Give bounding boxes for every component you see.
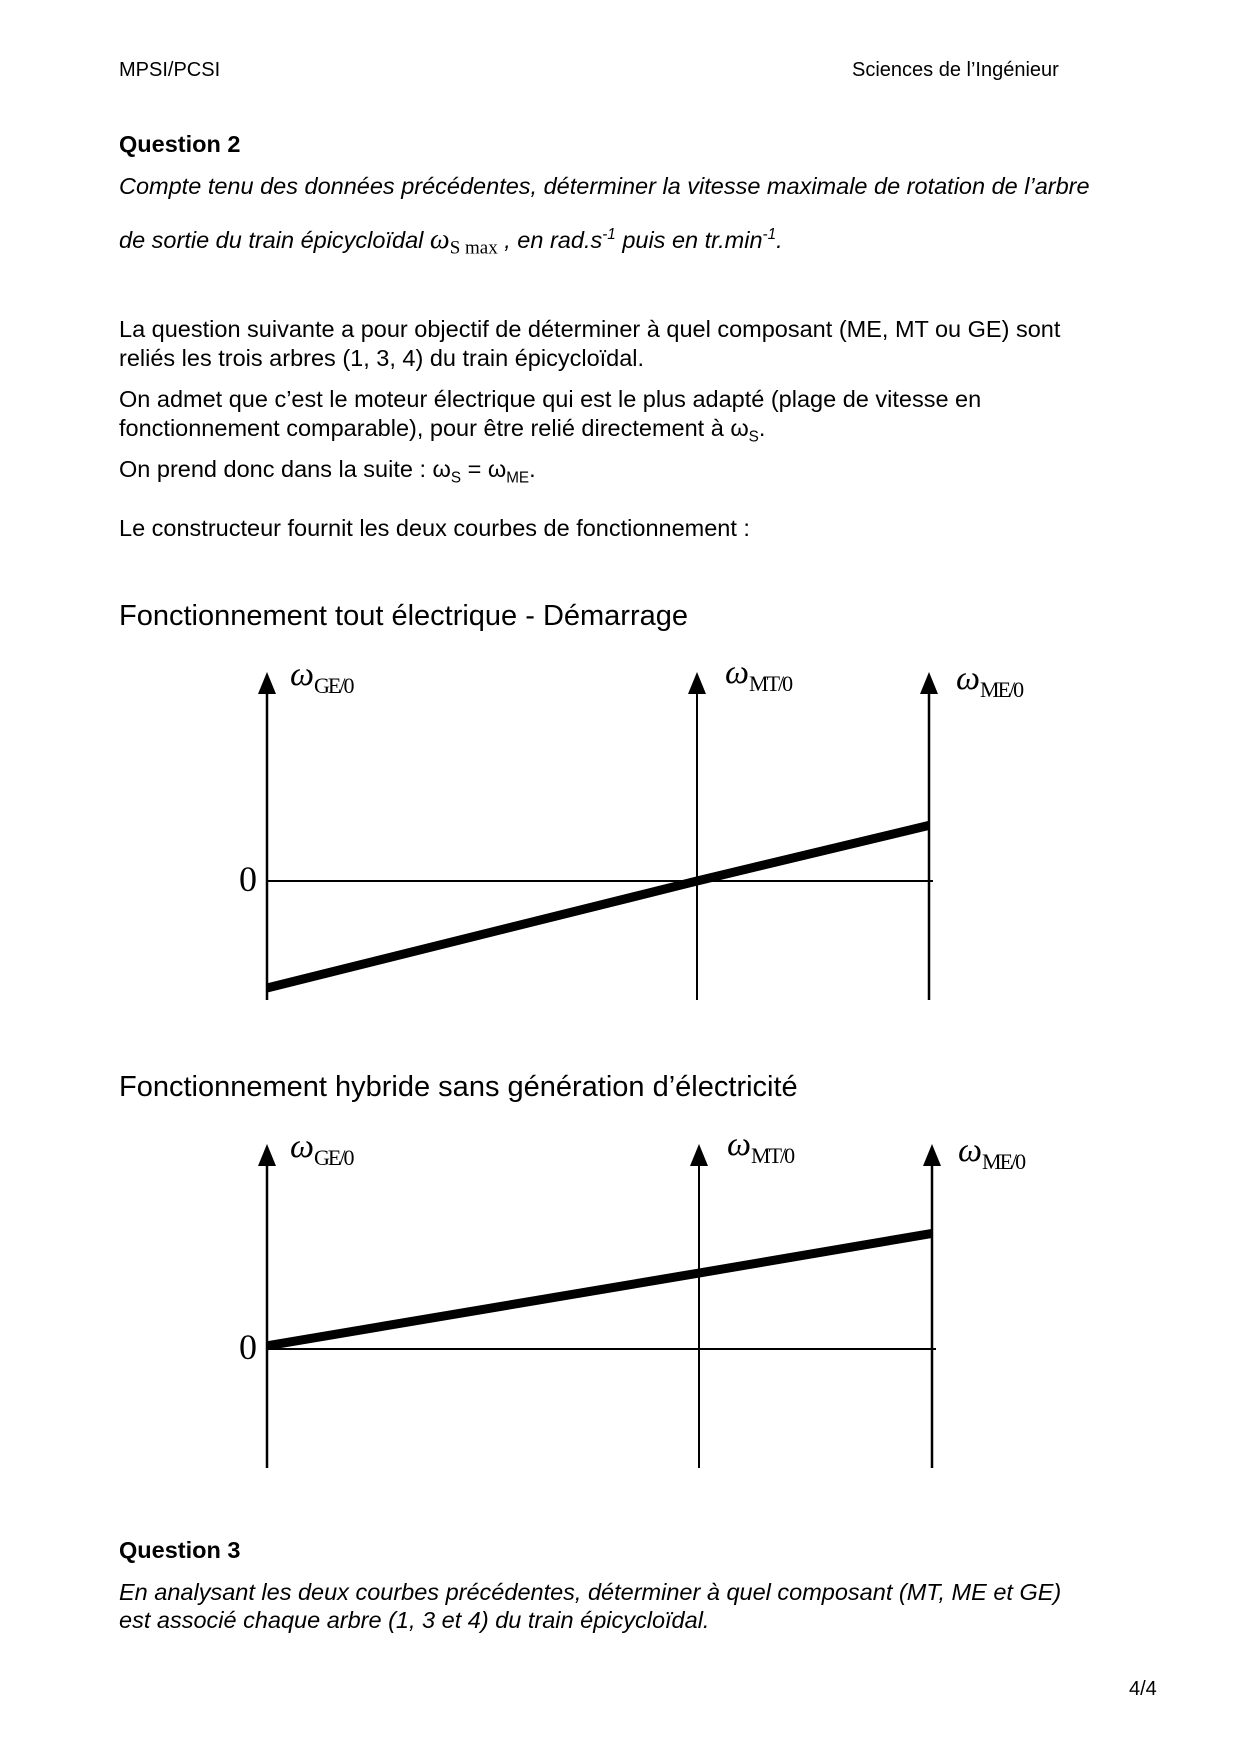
omega-symbol: ω: [429, 223, 450, 255]
question3-title: Question 3: [119, 1537, 241, 1563]
omega: ω: [956, 660, 981, 697]
header-right: Sciences de l’Ingénieur: [852, 59, 1059, 81]
subscript: GE/0: [314, 672, 353, 698]
text: puis en tr.min: [615, 226, 763, 253]
chart1-arrow-ge-icon: [258, 672, 276, 694]
subscript: GE/0: [314, 1144, 353, 1170]
paragraph-1-line2: reliés les trois arbres (1, 3, 4) du train épicycloïdal.: [119, 345, 645, 371]
question3-line1: En analysant les deux courbes précédentes, déterminer à quel composant (MT, ME et GE): [119, 1579, 1062, 1605]
text: .: [776, 226, 783, 253]
chart2-zero-label: 0: [239, 1327, 257, 1367]
omega: ω: [958, 1132, 983, 1169]
paragraph-4: Le constructeur fournit les deux courbes de fonctionnement :: [119, 515, 750, 541]
omega: ω: [727, 1126, 752, 1163]
question3-line2: est associé chaque arbre (1, 3 et 4) du train épicycloïdal.: [119, 1607, 710, 1633]
chart1-speed-line: [267, 825, 929, 988]
chart2-arrow-ge-icon: [258, 1144, 276, 1166]
subscript: ME/0: [982, 1148, 1025, 1174]
subscript: S: [450, 469, 462, 487]
superscript: -1: [762, 226, 777, 243]
text: On prend donc dans la suite : ω: [119, 456, 451, 482]
omega-subscript: S max: [449, 237, 498, 259]
chart1-zero-label: 0: [239, 859, 257, 899]
chart1-arrow-me-icon: [920, 672, 938, 694]
subscript: ME/0: [980, 676, 1023, 702]
text: .: [758, 415, 766, 441]
text: de sortie du train épicycloïdal: [119, 226, 430, 253]
text: .: [529, 456, 536, 482]
text: = ω: [461, 456, 507, 482]
chart1-title: Fonctionnement tout électrique - Démarrage: [119, 600, 689, 632]
subscript: ME: [506, 469, 530, 487]
subscript: MT/0: [751, 1142, 794, 1168]
question2-line1: Compte tenu des données précédentes, déterminer la vitesse maximale de rotation de l’arbre: [119, 173, 1090, 199]
superscript: -1: [602, 226, 616, 243]
question2-title: Question 2: [119, 131, 241, 157]
omega: ω: [290, 656, 315, 693]
chart1-arrow-mt-icon: [688, 672, 706, 694]
page-number: 4/4: [1129, 1678, 1157, 1700]
chart2-arrow-me-icon: [923, 1144, 941, 1166]
omega: ω: [290, 1128, 315, 1165]
paragraph-2-line1: On admet que c’est le moteur électrique qui est le plus adapté (plage de vitesse en: [119, 386, 982, 412]
chart2-speed-line: [267, 1233, 932, 1345]
omega: ω: [725, 654, 750, 691]
paragraph-1-line1: La question suivante a pour objectif de déterminer à quel composant (ME, MT ou GE) sont: [119, 316, 1061, 342]
subscript: S: [748, 428, 759, 446]
text: , en rad.s: [497, 226, 603, 253]
subscript: MT/0: [749, 670, 792, 696]
text: fonctionnement comparable), pour être relié directement à ω: [119, 415, 749, 441]
chart2-title: Fonctionnement hybride sans génération d’électricité: [119, 1071, 798, 1103]
header-left: MPSI/PCSI: [119, 59, 221, 81]
chart2-arrow-mt-icon: [690, 1144, 708, 1166]
